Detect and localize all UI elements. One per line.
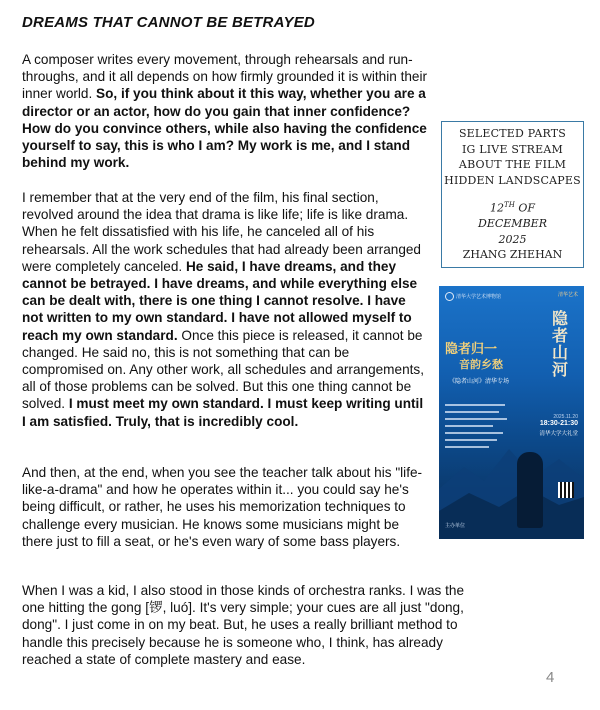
paragraph-1-bold: So, if you think about it this way, whether you are a director or an actor, how do you gain that inner confidence? How do you convince others, while also having the confidence yourself to say, this is who I am? My work is me, and I stand behind my work. [22,86,427,171]
poster-event-date: 2025.11.20 [553,414,578,420]
poster-event-time: 18:30-21:30 [539,420,578,427]
poster-vertical-title: 隐者山河 [552,309,569,379]
poster-title-main: 隐者归一 [445,342,498,357]
poster-qr-code-icon [558,482,574,498]
caption-box [441,121,584,268]
university-logo-icon [445,292,454,301]
poster-institution-text: 清华大学艺术博物馆 [456,293,502,300]
poster-figure-silhouette [517,452,543,528]
caption-line-4: HIDDEN LANDSCAPES [444,173,581,187]
caption-date-day-line [442,198,583,216]
paragraph-2 [22,189,430,447]
caption-line-3: ABOUT THE FILM [458,158,567,171]
caption-date-year: 2025 [498,232,527,246]
paragraph-3 [22,464,430,567]
event-poster-image [439,286,584,539]
paragraph-1-plain: A composer writes every movement, through rehearsals and run-throughs, and it all depends on how firmly grounded it is within their inner world. [22,52,428,102]
caption-date-of: OF [518,201,535,215]
caption-author: ZHANG ZHEHAN [462,248,563,262]
poster-title-sub: 音韵乡愁 [459,358,503,371]
poster-institution [445,292,501,301]
paragraph-2-bold-2: I must meet my own standard. I must keep writing until I am satisfied. Truly, that is incredibly cool. [22,396,424,429]
poster-footer: 主办单位 [445,523,466,529]
page-heading: DREAMS THAT CANNOT BE BETRAYED [22,14,315,31]
poster-mountain-art [439,419,584,539]
paragraph-3-text: And then, at the end, when you see the teacher talk about his "life-like-a-drama" and how he operates within it... you could say he's being difficult, or rather, he uses his memorization techniques to challenge every musician. He knows some musicians might be there just to fill a seat, or he's even wary of some bass players. [22,465,423,549]
paragraph-2-plain-1: I remember that at the very end of the film, his final section, revolved around the idea that drama is like life; life is like drama. When he felt dissatisfied with his life, he canceled all of his rehearsals. All the work schedules that had already been arranged were completely canceled. [22,190,421,274]
paragraph-4-text: When I was a kid, I also stood in those kinds of orchestra ranks. I was the one hitting the gong [锣, luó]. It's very simple; your cues are all just "dong, dong". I just come in on my beat. But, he uses a really brilliant method to handle this precisely because he is someone who, I think, has already reached a state of complete mastery and ease. [22,583,465,667]
paragraph-2-bold-1: He said, I have dreams, and they cannot be betrayed. I have dreams, and while everything else can be dealt with, there is one thing I cannot resolve. I have not written to my own standard. I have not allowed myself to reach my own standard. [22,258,418,343]
paragraph-4 [22,582,467,685]
caption-date-day: 12 [490,201,505,215]
paragraph-1 [22,51,430,188]
caption-line-2: IG LIVE STREAM [462,142,563,156]
caption-date-suffix: TH [504,201,515,209]
page-number: 4 [546,669,555,686]
poster-subtitle: 《隐者山河》清华专场 [449,379,510,385]
poster-brand: 清华艺术 [557,292,578,298]
caption-date-month: DECEMBER [478,217,547,231]
caption-line-1: SELECTED PARTS [458,127,567,140]
poster-venue: 清华大学大礼堂 [539,431,578,437]
caption-date [442,198,583,263]
paragraph-2-plain-2: Once this piece is released, it cannot be changed. He said no, this is not something that can be compromised on. Any other work, all schedules and arrangements, all of those problems can be solved. But this one thing cannot be solved. [22,327,424,412]
